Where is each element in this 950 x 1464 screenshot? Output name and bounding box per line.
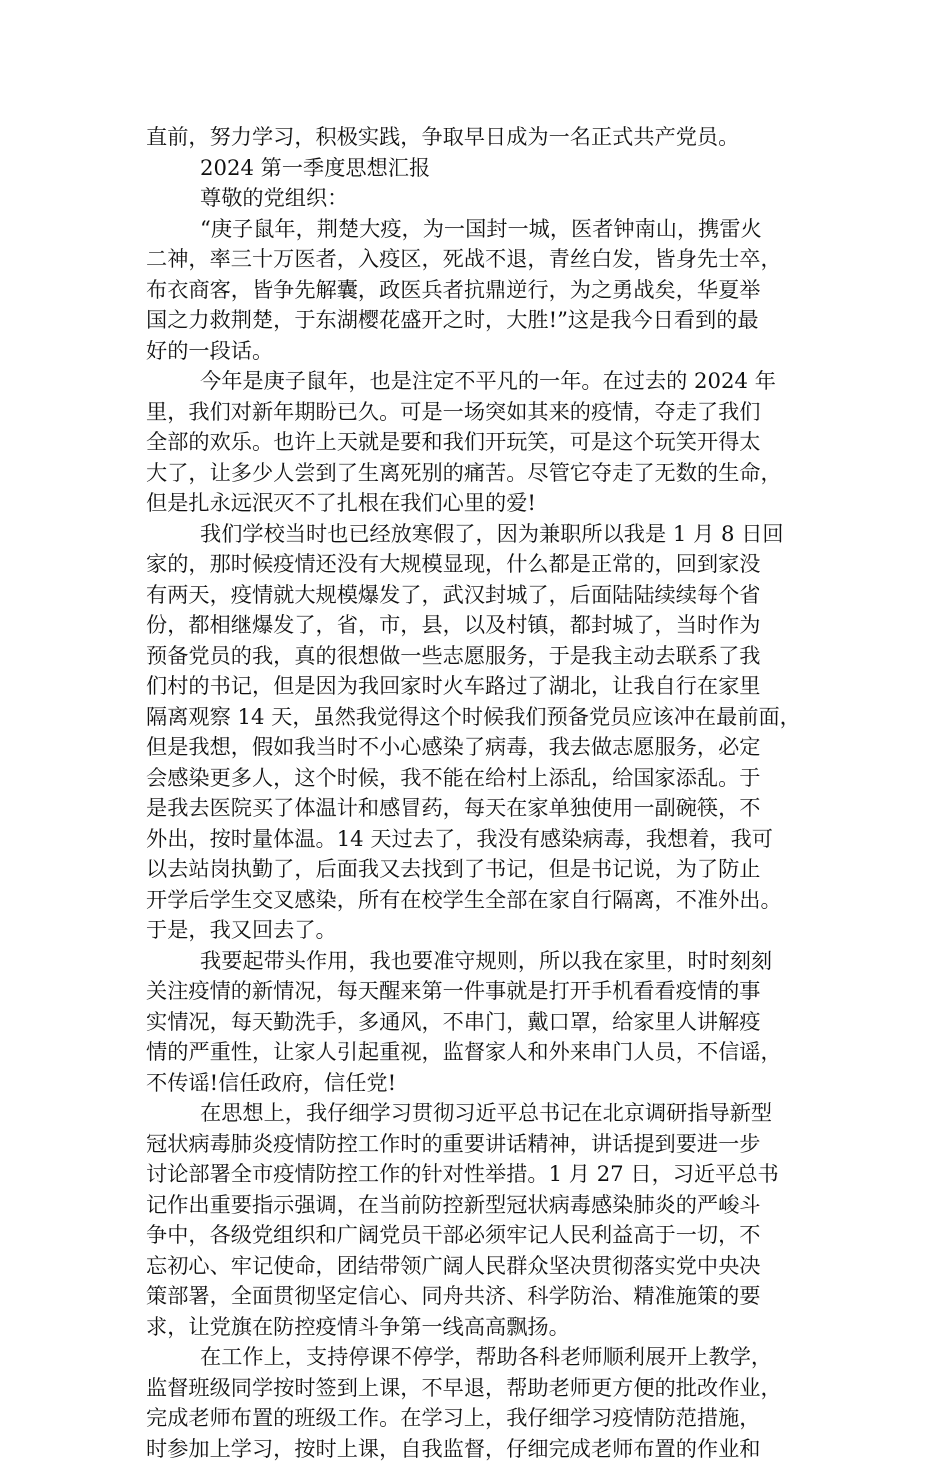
text-line: 预备党员的我，真的很想做一些志愿服务，于是我主动去联系了我	[146, 641, 826, 672]
text-line: 隔离观察 14 天，虽然我觉得这个时候我们预备党员应该冲在最前面，	[146, 702, 826, 733]
text-line: “庚子鼠年，荆楚大疫，为一国封一城，医者钟南山，携雷火	[146, 214, 826, 245]
text-line: 大了，让多少人尝到了生离死别的痛苦。尽管它夺走了无数的生命，	[146, 458, 826, 489]
text-line: 忘初心、牢记使命，团结带领广阔人民群众坚决贯彻落实党中央决	[146, 1251, 826, 1282]
document-body	[146, 122, 826, 1464]
text-line: 我们学校当时也已经放寒假了，因为兼职所以我是 1 月 8 日回	[146, 519, 826, 550]
text-line: 冠状病毒肺炎疫情防控工作时的重要讲话精神，讲话提到要进一步	[146, 1129, 826, 1160]
text-line: 但是我想，假如我当时不小心感染了病毒，我去做志愿服务，必定	[146, 732, 826, 763]
text-line: 记作出重要指示强调，在当前防控新型冠状病毒感染肺炎的严峻斗	[146, 1190, 826, 1221]
text-line: 有两天，疫情就大规模爆发了，武汉封城了，后面陆陆续续每个省	[146, 580, 826, 611]
text-line: 实情况，每天勤洗手，多通风，不串门，戴口罩，给家里人讲解疫	[146, 1007, 826, 1038]
text-line: 开学后学生交叉感染，所有在校学生全部在家自行隔离，不准外出。	[146, 885, 826, 916]
text-line: 2024 第一季度思想汇报	[146, 153, 826, 184]
text-line: 争中，各级党组织和广阔党员干部必须牢记人民利益高于一切，不	[146, 1220, 826, 1251]
text-line: 好的一段话。	[146, 336, 826, 367]
text-line: 我要起带头作用，我也要准守规则，所以我在家里，时时刻刻	[146, 946, 826, 977]
text-line: 以去站岗执勤了，后面我又去找到了书记，但是书记说，为了防止	[146, 854, 826, 885]
text-line: 布衣商客，皆争先解囊，政医兵者抗鼎逆行，为之勇战矣，华夏举	[146, 275, 826, 306]
text-line: 外出，按时量体温。14 天过去了，我没有感染病毒，我想着，我可	[146, 824, 826, 855]
text-line: 国之力救荆楚，于东湖樱花盛开之时，大胜!”这是我今日看到的最	[146, 305, 826, 336]
text-line: 情的严重性，让家人引起重视，监督家人和外来串门人员，不信谣，	[146, 1037, 826, 1068]
text-line: 策部署，全面贯彻坚定信心、同舟共济、科学防治、精准施策的要	[146, 1281, 826, 1312]
text-line: 监督班级同学按时签到上课，不早退，帮助老师更方便的批改作业，	[146, 1373, 826, 1404]
text-line: 全部的欢乐。也许上天就是要和我们开玩笑，可是这个玩笑开得太	[146, 427, 826, 458]
text-line: 二神，率三十万医者，入疫区，死战不退，青丝白发，皆身先士卒，	[146, 244, 826, 275]
text-line: 里，我们对新年期盼已久。可是一场突如其来的疫情，夺走了我们	[146, 397, 826, 428]
text-line: 完成老师布置的班级工作。在学习上，我仔细学习疫情防范措施，	[146, 1403, 826, 1434]
text-line: 时参加上学习，按时上课，自我监督，仔细完成老师布置的作业和	[146, 1434, 826, 1464]
text-line: 直前，努力学习，积极实践，争取早日成为一名正式共产党员。	[146, 122, 826, 153]
text-line: 家的，那时候疫情还没有大规模显现，什么都是正常的，回到家没	[146, 549, 826, 580]
text-line: 会感染更多人，这个时候，我不能在给村上添乱，给国家添乱。于	[146, 763, 826, 794]
text-line: 今年是庚子鼠年，也是注定不平凡的一年。在过去的 2024 年	[146, 366, 826, 397]
document-page	[146, 122, 826, 1464]
text-line: 们村的书记，但是因为我回家时火车路过了湖北，让我自行在家里	[146, 671, 826, 702]
text-line: 在工作上，支持停课不停学，帮助各科老师顺利展开上教学，	[146, 1342, 826, 1373]
text-line: 在思想上，我仔细学习贯彻习近平总书记在北京调研指导新型	[146, 1098, 826, 1129]
text-line: 讨论部署全市疫情防控工作的针对性举措。1 月 27 日，习近平总书	[146, 1159, 826, 1190]
text-line: 于是，我又回去了。	[146, 915, 826, 946]
text-line: 尊敬的党组织：	[146, 183, 826, 214]
text-line: 份，都相继爆发了，省，市，县，以及村镇，都封城了，当时作为	[146, 610, 826, 641]
text-line: 关注疫情的新情况，每天醒来第一件事就是打开手机看看疫情的事	[146, 976, 826, 1007]
text-line: 不传谣!信任政府，信任党!	[146, 1068, 826, 1099]
text-line: 但是扎永远泯灭不了扎根在我们心里的爱!	[146, 488, 826, 519]
text-line: 求，让党旗在防控疫情斗争第一线高高飘扬。	[146, 1312, 826, 1343]
text-line: 是我去医院买了体温计和感冒药，每天在家单独使用一副碗筷，不	[146, 793, 826, 824]
